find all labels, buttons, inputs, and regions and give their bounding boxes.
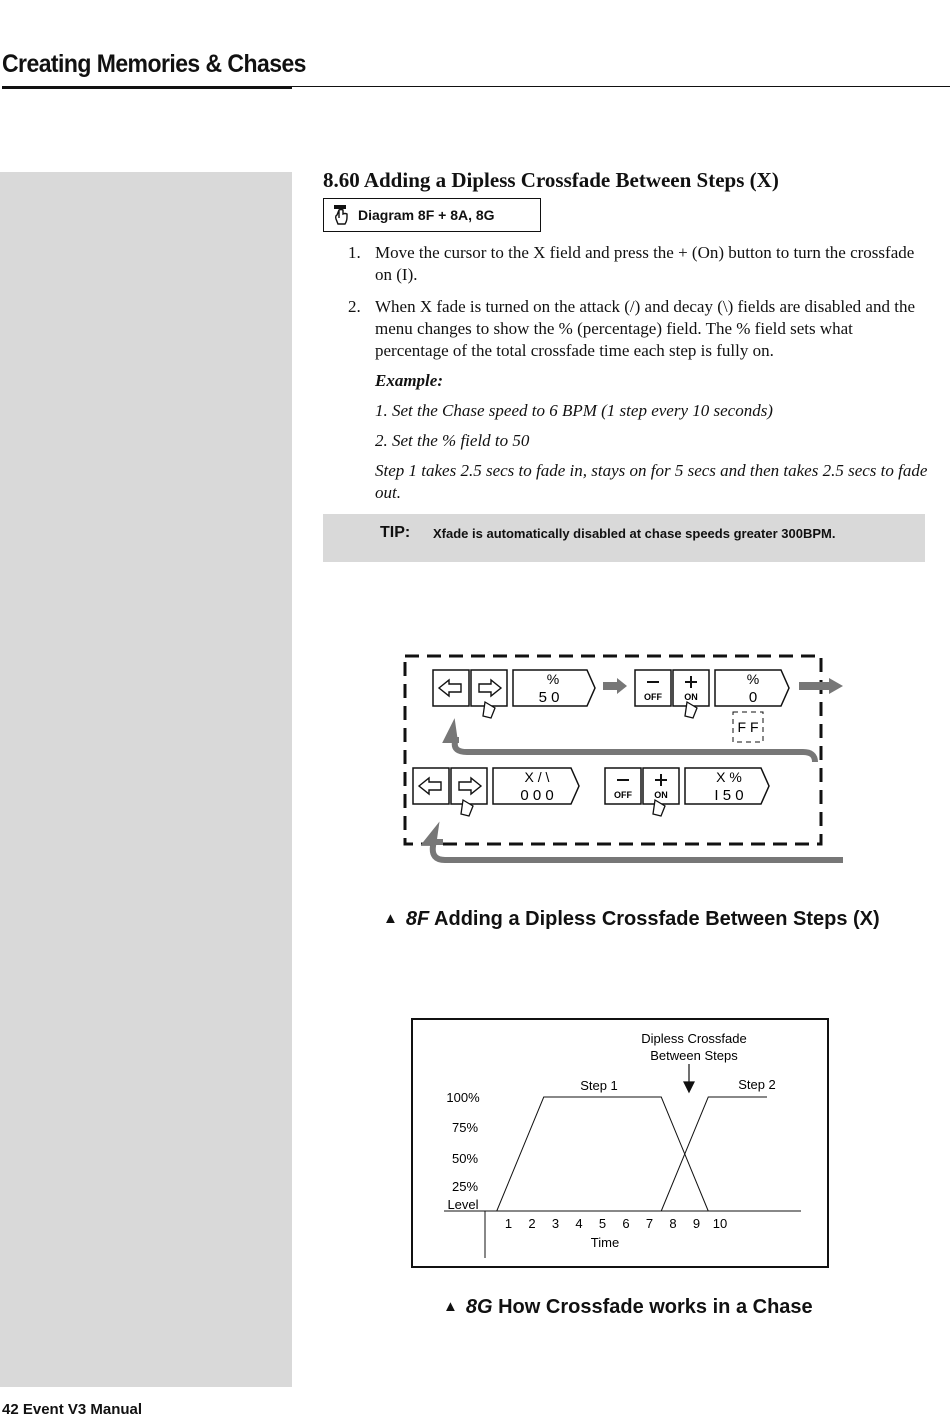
tip-label: TIP: — [380, 524, 411, 541]
step-number: 2. — [348, 297, 361, 316]
field-header: X / \ — [524, 769, 550, 785]
left-arrow-button — [413, 768, 449, 804]
example-line: 1. Set the Chase speed to 6 BPM (1 step every 10 seconds) — [375, 401, 773, 420]
example-label: Example: — [375, 371, 443, 390]
step-text: Move the cursor to the X field and press the + (On) button to turn the crossfade on (I). — [375, 243, 915, 284]
off-label: OFF — [644, 692, 662, 702]
chart-8g — [411, 1018, 829, 1268]
chart-frame — [412, 1019, 828, 1267]
caption-text: Adding a Dipless Crossfade Between Steps (X) — [434, 908, 880, 930]
y-tick-label: 100% — [446, 1090, 480, 1105]
diagram-8f — [395, 650, 865, 870]
x-axis-label: Time — [590, 1235, 620, 1250]
field-value: 5 0 — [538, 689, 560, 706]
x-tick-label: 7 — [645, 1216, 654, 1231]
section-title: 8.60 Adding a Dipless Crossfade Between Steps (X) — [323, 168, 779, 192]
x-tick-label: 8 — [669, 1216, 677, 1231]
step-number: 1. — [348, 243, 361, 262]
field-value: 0 0 0 — [520, 787, 554, 804]
off-label: OFF — [614, 790, 632, 800]
on-label: ON — [654, 790, 668, 800]
field-header: X % — [716, 769, 742, 785]
field-value: 0 — [748, 689, 758, 706]
x-tick-label: 6 — [622, 1216, 630, 1231]
field-value: I 5 0 — [714, 787, 744, 804]
series-label-step-2: Step 2 — [738, 1077, 776, 1092]
chart-annotation: Dipless Crossfade — [641, 1031, 747, 1046]
triangle-icon: ▲ — [383, 910, 398, 927]
x-tick-label: 9 — [692, 1216, 701, 1231]
x-tick-label: 3 — [551, 1216, 560, 1231]
page-footer: 42 Event V3 Manual — [2, 1401, 143, 1418]
caption-id: 8G — [465, 1296, 493, 1318]
x-tick-label: 5 — [598, 1216, 607, 1231]
right-arrow-button — [451, 768, 487, 804]
y-tick-label: 25% — [451, 1179, 479, 1194]
right-arrow-button — [471, 670, 507, 706]
y-tick-label: 75% — [451, 1120, 479, 1135]
field-header: % — [746, 671, 760, 687]
diagram-reference-label: Diagram 8F + 8A, 8G — [358, 207, 495, 223]
tip-text: Xfade is automatically disabled at chase speeds greater 300BPM. — [433, 526, 836, 541]
tip-box — [323, 514, 925, 562]
y-tick-label: 50% — [451, 1151, 479, 1166]
figure-caption-8f — [383, 908, 880, 931]
field-sub-value: F F — [737, 719, 759, 735]
x-tick-label: 2 — [528, 1216, 536, 1231]
caption-id: 8F — [405, 908, 430, 930]
triangle-icon: ▲ — [443, 1298, 458, 1315]
page-header-title: Creating Memories & Chases — [2, 50, 306, 78]
example-line: 2. Set the % field to 50 — [375, 431, 530, 450]
header-rule — [2, 86, 292, 89]
on-label: ON — [684, 692, 698, 702]
flow-arrow-icon — [603, 678, 627, 694]
caption-text: How Crossfade works in a Chase — [498, 1296, 813, 1318]
off-button — [635, 670, 671, 706]
off-button — [605, 768, 641, 804]
left-arrow-button — [433, 670, 469, 706]
x-tick-label: 4 — [575, 1216, 583, 1231]
on-button — [673, 670, 709, 706]
series-label-step-1: Step 1 — [580, 1078, 618, 1093]
figure-caption-8g — [443, 1296, 813, 1319]
y-axis-label: Level — [447, 1197, 479, 1212]
diagram-reference-box — [323, 198, 541, 232]
x-tick-label: 10 — [712, 1216, 728, 1231]
pointing-hand-icon — [324, 199, 358, 231]
header-rule-thin — [292, 86, 950, 87]
field-header: % — [546, 671, 560, 687]
step-text: When X fade is turned on the attack (/) and decay (\) fields are disabled and the menu changes to show the % (percentage) field. The % field sets what percentage of the total crossfade time each step is fully on. — [375, 297, 915, 360]
example-line: Step 1 takes 2.5 secs to fade in, stays on for 5 secs and then takes 2.5 secs to fade out. — [375, 461, 928, 502]
margin-sidebar — [0, 172, 292, 1387]
on-button — [643, 768, 679, 804]
return-arrow-icon — [427, 832, 843, 860]
x-tick-label: 1 — [504, 1216, 513, 1231]
return-arrow-icon — [447, 728, 815, 762]
chart-annotation: Between Steps — [650, 1048, 738, 1063]
